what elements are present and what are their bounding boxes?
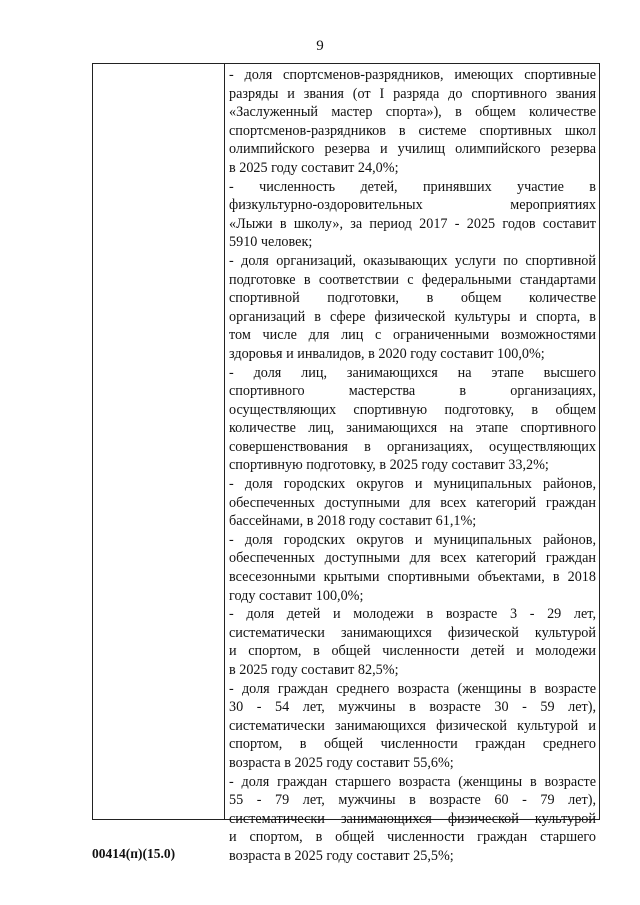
page-number: 9	[316, 38, 324, 54]
text-line: организаций в сфере физической культуры и спорта, в	[229, 308, 596, 325]
text-line: спортивную подготовку, в 2025 году составит 33,2%;	[229, 457, 549, 474]
text-line: «Заслуженный мастер спорта»), в общем количестве	[229, 104, 596, 121]
text-line: 55 - 79 лет, мужчины в возрасте 60 - 79 лет),	[229, 792, 596, 809]
text-line: спортсменов-разрядников в системе спортивных школ	[229, 122, 596, 139]
text-line: подготовке в соответствии с федеральными стандартами	[229, 271, 596, 288]
text-line: «Лыжи в школу», за период 2017 - 2025 годов составит	[229, 215, 596, 232]
text-line: спортивного мастерства в организациях,	[229, 383, 596, 400]
indicator-paragraph	[229, 252, 596, 364]
text-line: - доля городских округов и муниципальных районов,	[229, 531, 596, 548]
indicator-paragraph	[229, 773, 596, 866]
text-line: физкультурно-оздоровительных мероприятиях	[229, 197, 596, 214]
text-line: - численность детей, принявших участие в	[229, 178, 596, 195]
text-line: здоровья и инвалидов, в 2020 году составит 100,0%;	[229, 345, 545, 362]
text-line: - доля спортсменов-разрядников, имеющих спортивные	[229, 67, 596, 83]
text-line: - доля граждан старшего возраста (женщины в возрасте	[229, 773, 596, 790]
text-line: и спортом, в общей численности граждан старшего	[229, 829, 596, 846]
text-line: всесезонными крытыми спортивными объектами, в 2018	[229, 569, 596, 586]
text-line: - доля организаций, оказывающих услуги по спортивной	[229, 252, 596, 269]
text-line: систематически занимающихся физической культурой	[229, 810, 596, 827]
text-line: том числе для лиц с ограниченными возможностями	[229, 327, 596, 344]
indicator-paragraph	[229, 178, 596, 252]
indicator-paragraph	[229, 66, 596, 178]
text-line: обеспеченных доступными для всех категорий граждан	[229, 550, 596, 567]
text-line: разряды и звания (от I разряда до спортивного звания	[229, 85, 596, 102]
text-line: возраста в 2025 году составит 55,6%;	[229, 754, 454, 771]
text-line: в 2025 году составит 82,5%;	[229, 662, 399, 678]
indicator-paragraph	[229, 364, 596, 476]
indicator-paragraph	[229, 680, 596, 773]
text-line: обеспеченных доступными для всех категорий граждан	[229, 494, 596, 511]
text-line: и спортом, в общей численности детей и молодежи	[229, 643, 596, 660]
text-line: - доля граждан среднего возраста (женщины в возрасте	[229, 680, 596, 697]
text-line: совершенствования в организациях, осуществляющих	[229, 438, 596, 455]
text-line: бассейнами, в 2018 году составит 61,1%;	[229, 513, 477, 530]
text-line: в 2025 году составит 24,0%;	[229, 159, 399, 176]
table-right-cell	[229, 66, 596, 866]
text-line: количестве лиц, занимающихся на этапе спортивного	[229, 420, 596, 437]
text-line: 30 - 54 лет, мужчины в возрасте 30 - 59 лет),	[229, 699, 596, 716]
text-line: - доля лиц, занимающихся на этапе высшего	[229, 364, 596, 381]
text-line: 5910 человек;	[229, 234, 313, 251]
text-line: - доля городских округов и муниципальных районов,	[229, 476, 596, 493]
text-line: систематически занимающихся физической культурой	[229, 624, 596, 641]
column-divider	[224, 64, 225, 819]
indicator-paragraph	[229, 475, 596, 531]
text-line: - доля детей и молодежи в возрасте 3 - 29 лет,	[229, 606, 596, 623]
indicator-paragraph	[229, 531, 596, 605]
text-line: спортом, в общей численности граждан среднего	[229, 736, 596, 753]
text-line: возраста в 2025 году составит 25,5%;	[229, 847, 454, 864]
document-code: 00414(п)(15.0)	[92, 846, 176, 861]
indicator-paragraph	[229, 605, 596, 679]
text-line: осуществляющих спортивную подготовку, в общем	[229, 401, 596, 418]
text-line: систематически занимающихся физической культурой и	[229, 717, 596, 734]
text-line: спортивной подготовки, в общем количестве	[229, 290, 596, 307]
text-line: году составит 100,0%;	[229, 587, 364, 604]
table-left-cell	[93, 64, 224, 819]
text-line: олимпийского резерва и училищ олимпийского резерва	[229, 141, 596, 158]
